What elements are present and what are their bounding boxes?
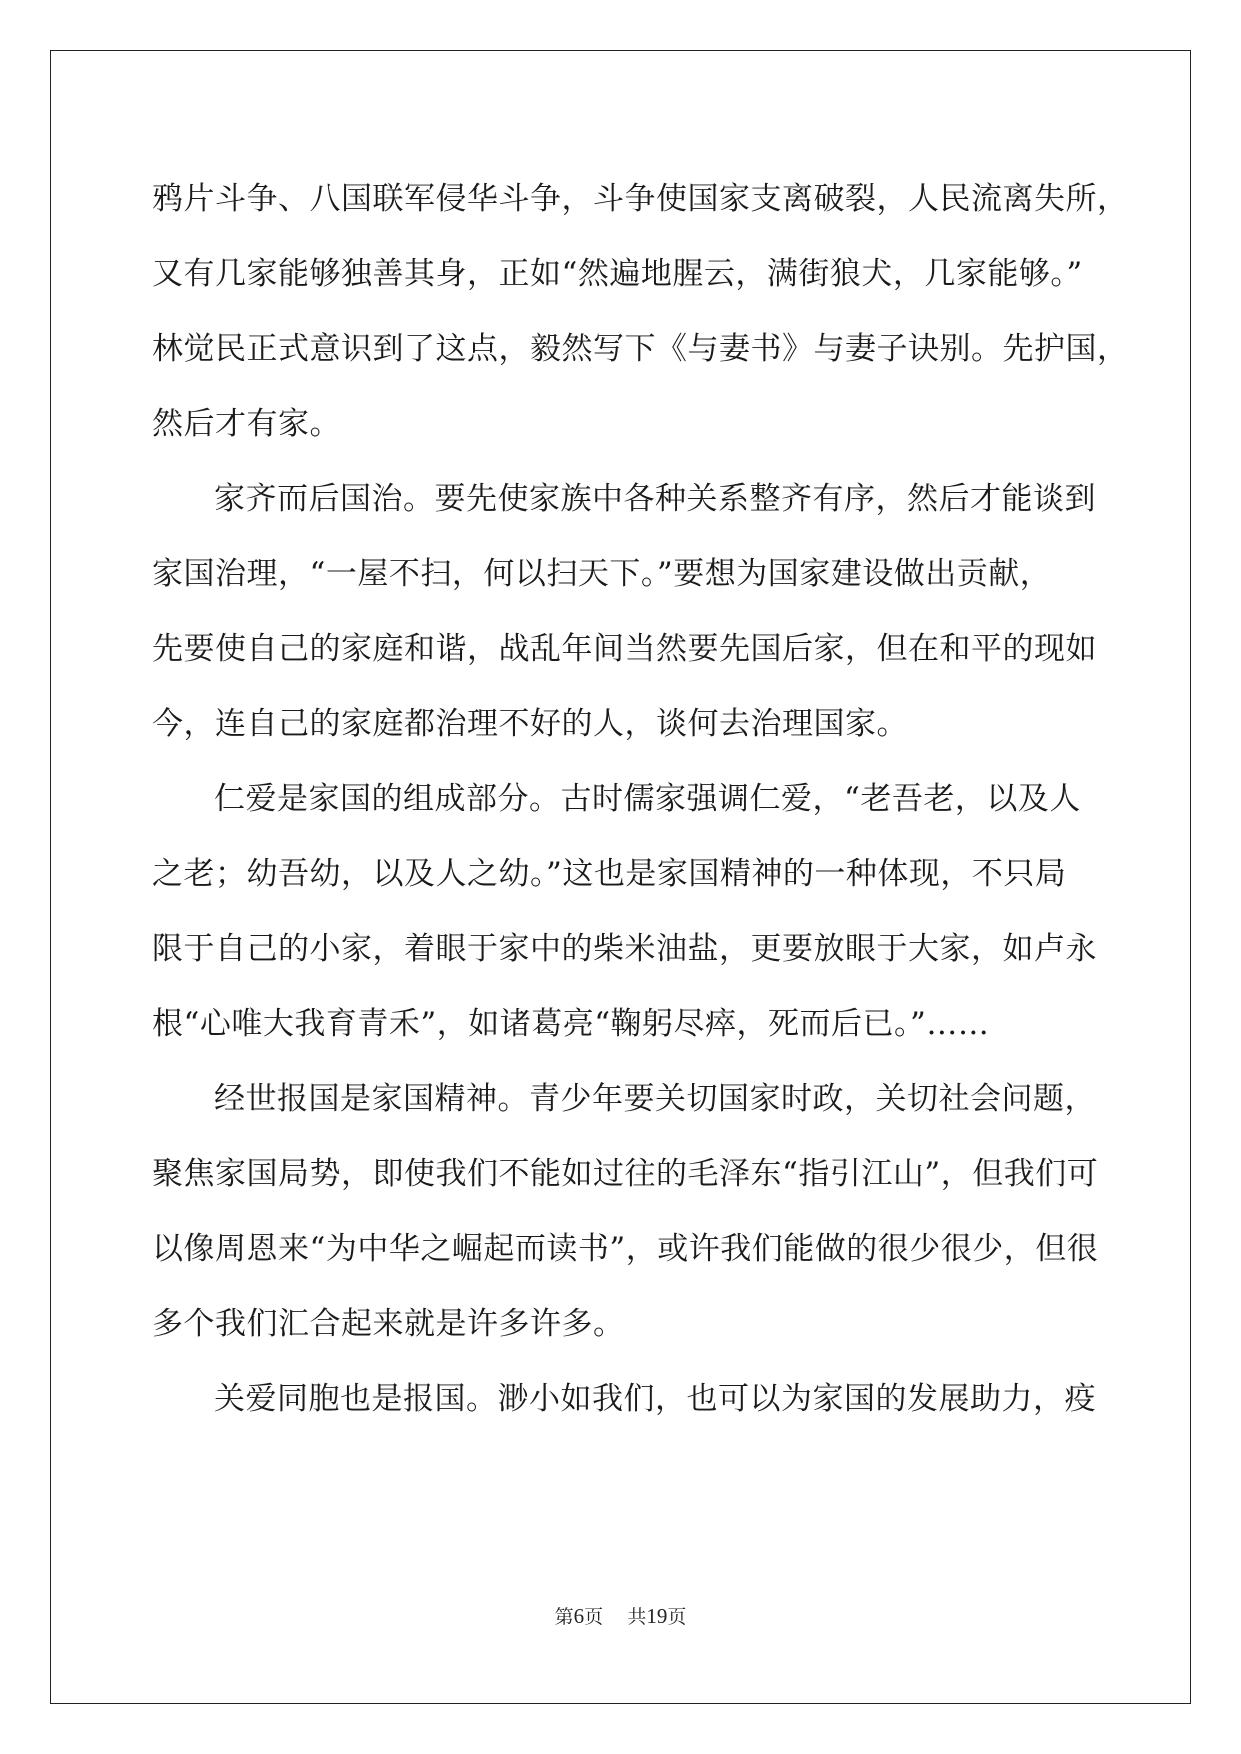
text-line: 经世报国是家国精神。青少年要关切国家时政，关切社会问题， bbox=[214, 1081, 1096, 1117]
page-suffix: 页 bbox=[584, 1606, 604, 1628]
page-footer bbox=[0, 1604, 1241, 1629]
text-line: 根“心唯大我育青禾”，如诸葛亮“鞠躬尽瘁，死而后已。”…… bbox=[152, 1006, 990, 1042]
text-line: 多个我们汇合起来就是许多许多。 bbox=[152, 1306, 625, 1342]
total-pages: 19 bbox=[646, 1604, 668, 1628]
text-line: 然后才有家。 bbox=[152, 406, 341, 442]
total-suffix: 页 bbox=[667, 1606, 687, 1628]
paragraph-4 bbox=[152, 1062, 1099, 1362]
page-number: 6 bbox=[573, 1604, 585, 1628]
text-line: 鸦片斗争、八国联军侵华斗争，斗争使国家支离破裂，人民流离失所， bbox=[152, 181, 1129, 217]
paragraph-3 bbox=[152, 762, 1097, 1062]
paragraph-5 bbox=[152, 1362, 1096, 1437]
text-line: 关爱同胞也是报国。渺小如我们，也可以为家国的发展助力，疫 bbox=[214, 1381, 1096, 1417]
text-line: 之老；幼吾幼，以及人之幼。”这也是家国精神的一种体现，不只局 bbox=[152, 856, 1067, 892]
text-line: 聚焦家国局势，即使我们不能如过往的毛泽东“指引江山”，但我们可 bbox=[152, 1156, 1099, 1192]
text-line: 又有几家能够独善其身，正如“然遍地腥云，满街狼犬，几家能够。” bbox=[152, 256, 1083, 292]
text-line: 限于自己的小家，着眼于家中的柴米油盐，更要放眼于大家，如卢永 bbox=[152, 931, 1097, 967]
text-line: 今，连自己的家庭都治理不好的人，谈何去治理国家。 bbox=[152, 706, 908, 742]
text-line: 家齐而后国治。要先使家族中各种关系整齐有序，然后才能谈到 bbox=[214, 481, 1096, 517]
text-line: 家国治理，“一屋不扫，何以扫天下。”要想为国家建设做出贡献， bbox=[152, 556, 1052, 592]
text-line: 以像周恩来“为中华之崛起而读书”，或许我们能做的很少很少，但很 bbox=[152, 1231, 1099, 1267]
text-line: 先要使自己的家庭和谐，战乱年间当然要先国后家，但在和平的现如 bbox=[152, 631, 1097, 667]
paragraph-2 bbox=[152, 462, 1097, 762]
paragraph-1 bbox=[152, 162, 1129, 462]
document-body bbox=[152, 162, 1129, 1437]
text-line: 林觉民正式意识到了这点，毅然写下《与妻书》与妻子诀别。先护国， bbox=[152, 331, 1129, 367]
page-prefix: 第 bbox=[554, 1606, 574, 1628]
total-prefix: 共 bbox=[627, 1606, 647, 1628]
text-line: 仁爱是家国的组成部分。古时儒家强调仁爱，“老吾老，以及人 bbox=[214, 781, 1081, 817]
